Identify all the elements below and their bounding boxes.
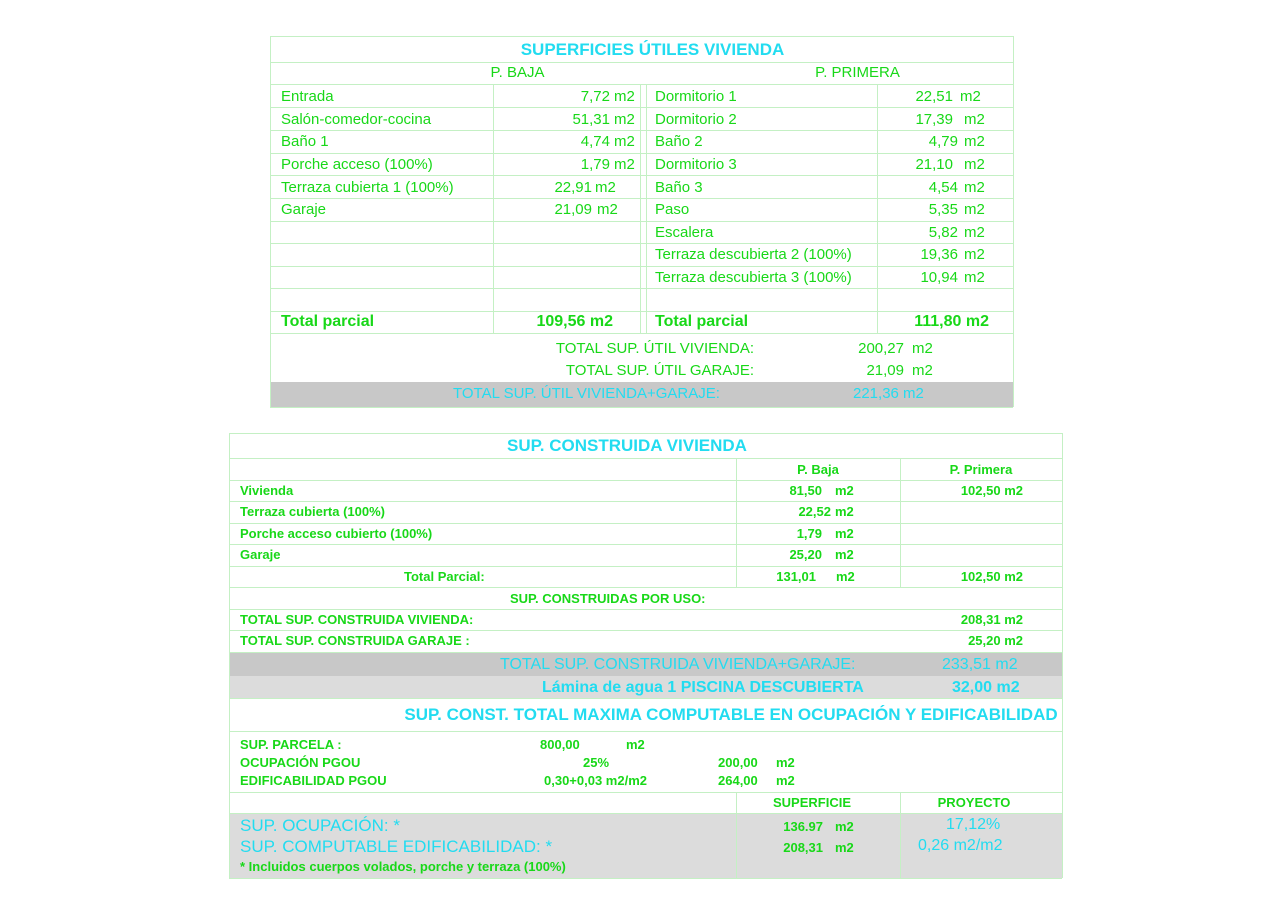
lamina-agua-value: 32,00 m2 [952,679,1020,696]
room-name: Baño 1 [281,133,329,150]
parcela-unit: m2 [626,737,645,752]
room-name: Terraza cubierta 1 (100%) [281,179,454,196]
room-unit: m2 [614,133,635,150]
col-p-primera: P. PRIMERA [815,64,900,81]
row-name: Terraza cubierta (100%) [240,504,385,519]
parcela-label: SUP. PARCELA : [240,737,342,752]
uso-vivienda-value: 208,31 m2 [960,612,1023,627]
row-baja-value: 1,79 [796,526,822,541]
footnote: * Incluidos cuerpos volados, porche y terraza (100%) [240,859,566,874]
row-name: Porche acceso cubierto (100%) [240,526,433,541]
room-value: 4,54 [928,179,958,196]
room-name: Paso [655,201,690,218]
room-unit: m2 [960,88,981,105]
table2-title: SUP. CONSTRUIDA VIVIENDA [507,436,747,455]
sup-ocupacion-value: 136.97 [783,819,823,834]
room-unit: m2 [964,201,985,218]
room-value: 1,79 [580,156,610,173]
uso-vivienda-label: TOTAL SUP. CONSTRUIDA VIVIENDA: [240,612,474,627]
edificabilidad-ratio: 0,30+0,03 m2/m2 [544,773,647,788]
total-parcial-primera-value: 102,50 m2 [960,569,1023,584]
ocupacion-unit: m2 [776,755,795,770]
row-baja-value: 25,20 [789,547,822,562]
row-baja-unit: m2 [835,547,854,562]
total-parcial-baja-label: Total parcial [281,313,375,330]
sup-computable-value: 208,31 [783,840,823,855]
ocupacion-value: 200,00 [718,755,758,770]
sum-util-total-label: TOTAL SUP. ÚTIL VIVIENDA+GARAJE: [453,385,720,402]
row-primera-value: 102,50 m2 [960,483,1023,498]
room-name: Garaje [281,201,327,218]
sum-util-garaje-value: 21,09 [866,362,904,379]
room-value: 10,94 [920,269,958,286]
sup-computable-unit: m2 [835,840,854,855]
room-name: Porche acceso (100%) [281,156,433,173]
room-name: Escalera [655,224,714,241]
room-unit: m2 [964,246,985,263]
room-value: 4,79 [928,133,958,150]
room-unit: m2 [964,156,985,173]
row-baja-unit: m2 [835,526,854,541]
uso-garaje-value: 25,20 m2 [968,633,1023,648]
room-name: Terraza descubierta 2 (100%) [655,246,852,263]
total-parcial-baja-value: 109,56 m2 [536,313,613,330]
edificabilidad-unit: m2 [776,773,795,788]
edificabilidad-label: EDIFICABILIDAD PGOU [240,773,387,788]
row-baja-value: 22,52 [798,504,831,519]
sup-ocupacion-label: SUP. OCUPACIÓN: * [240,816,400,835]
sum-util-garaje-unit: m2 [912,362,933,379]
room-value: 21,10 [915,156,953,173]
room-unit: m2 [597,201,618,218]
por-uso-title: SUP. CONSTRUIDAS POR USO: [510,591,706,606]
row-baja-unit: m2 [835,483,854,498]
total-construida-value: 233,51 m2 [942,656,1018,673]
room-name: Salón-comedor-cocina [281,111,432,128]
total-parcial-primera-label: Total parcial [655,313,749,330]
total-parcial-baja-value: 131,01 [776,569,816,584]
room-unit: m2 [964,111,985,128]
sup-computable-label: SUP. COMPUTABLE EDIFICABILIDAD: * [240,837,553,856]
room-value: 21,09 [554,201,592,218]
room-unit: m2 [964,269,985,286]
total-parcial-baja-unit: m2 [836,569,855,584]
lamina-agua-label: Lámina de agua 1 PISCINA DESCUBIERTA [542,679,864,696]
row-name: Vivienda [240,483,294,498]
room-value: 7,72 [580,88,610,105]
room-name: Baño 2 [655,133,703,150]
sup-ocupacion-proyecto: 17,12% [946,816,1001,833]
table1-title: SUPERFICIES ÚTILES VIVIENDA [520,40,785,59]
room-name: Dormitorio 3 [655,156,737,173]
room-value: 22,51 [915,88,953,105]
total-parcial-primera-value: 111,80 m2 [914,313,989,330]
total-construida-label: TOTAL SUP. CONSTRUIDA VIVIENDA+GARAJE: [500,656,856,673]
room-name: Terraza descubierta 3 (100%) [655,269,852,286]
room-unit: m2 [614,111,635,128]
room-unit: m2 [614,156,635,173]
col-p-baja: P. Baja [797,462,839,477]
sum-util-vivienda-label: TOTAL SUP. ÚTIL VIVIENDA: [555,340,754,357]
sum-util-total-value: 221,36 m2 [853,385,924,402]
room-unit: m2 [614,88,635,105]
room-name: Dormitorio 2 [655,111,737,128]
room-value: 4,74 [580,133,610,150]
sup-ocupacion-unit: m2 [835,819,854,834]
room-unit: m2 [964,133,985,150]
sum-util-vivienda-value: 200,27 [858,340,904,357]
room-value: 22,91 [554,179,592,196]
row-baja-value: 81,50 [789,483,822,498]
parcela-value: 800,00 [540,737,580,752]
room-unit: m2 [964,179,985,196]
room-value: 5,82 [928,224,958,241]
room-name: Entrada [281,88,334,105]
sum-util-garaje-label: TOTAL SUP. ÚTIL GARAJE: [565,362,754,379]
room-value: 17,39 [915,111,953,128]
edificabilidad-value: 264,00 [718,773,758,788]
sum-util-vivienda-unit: m2 [912,340,933,357]
row-name: Garaje [240,547,281,562]
room-value: 5,35 [928,201,958,218]
room-name: Baño 3 [655,179,703,196]
room-unit: m2 [595,179,616,196]
total-parcial-label: Total Parcial: [404,569,485,584]
col-p-baja: P. BAJA [490,64,545,81]
uso-garaje-label: TOTAL SUP. CONSTRUIDA GARAJE : [240,633,470,648]
max-computable-title: SUP. CONST. TOTAL MAXIMA COMPUTABLE EN OCUPACIÓN Y EDIFICABILIDAD [404,705,1058,724]
room-value: 51,31 [572,111,610,128]
room-value: 19,36 [920,246,958,263]
room-unit: m2 [964,224,985,241]
col-proyecto: PROYECTO [937,795,1011,810]
col-superficie: SUPERFICIE [772,795,851,810]
ocupacion-label: OCUPACIÓN PGOU [240,755,361,770]
sup-computable-proyecto: 0,26 m2/m2 [918,837,1003,854]
row-baja-unit: m2 [835,504,854,519]
col-p-primera: P. Primera [949,462,1013,477]
room-name: Dormitorio 1 [655,88,737,105]
ocupacion-pct: 25% [583,755,610,770]
